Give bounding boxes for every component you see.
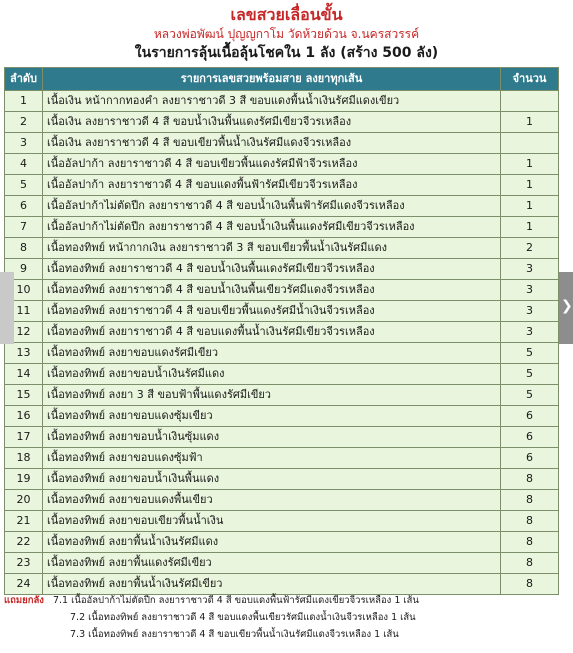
next-image-button[interactable]: [559, 272, 573, 344]
cell-qty: 8: [501, 469, 559, 490]
page-title: เลขสวยเลื่อนขั้น: [230, 5, 343, 24]
cell-no: 3: [5, 133, 43, 154]
cell-qty: 8: [501, 511, 559, 532]
table-row: [5, 133, 559, 154]
cell-desc: เนื้ออัลปาก้าไม่ตัดปีก ลงยาราชาวดี 4 สี ขอบน้ำเงินพื้นฟ้ารัศมีแดงจีวรเหลือง: [43, 196, 501, 217]
cell-desc: เนื้อเงิน ลงยาราชาวดี 4 สี ขอบเขียวพื้นน้ำเงินรัศมีแดงจีวรเหลือง: [43, 133, 501, 154]
table-row: [5, 238, 559, 259]
cell-desc: เนื้อทองทิพย์ ลงยาพื้นน้ำเงินรัศมีเขียว: [43, 574, 501, 595]
chevron-right-icon: ❯: [561, 298, 573, 314]
table-row: [5, 196, 559, 217]
cell-qty: 1: [501, 112, 559, 133]
table-row: [5, 469, 559, 490]
cell-desc: เนื้ออัลปาก้าไม่ตัดปีก ลงยาราชาวดี 4 สี ขอบน้ำเงินพื้นแดงรัศมีเขียวจีวรเหลือง: [43, 217, 501, 238]
table-row: [5, 301, 559, 322]
cell-desc: เนื้อทองทิพย์ ลงยาขอบเขียวพื้นน้ำเงิน: [43, 511, 501, 532]
cell-no: 19: [5, 469, 43, 490]
table-row: [5, 490, 559, 511]
cell-qty: 5: [501, 385, 559, 406]
bonus-line: [4, 592, 564, 609]
table-row: [5, 448, 559, 469]
cell-qty: 5: [501, 364, 559, 385]
cell-qty: 3: [501, 322, 559, 343]
cell-no: 15: [5, 385, 43, 406]
cell-desc: เนื้อทองทิพย์ ลงยาราชาวดี 4 สี ขอบน้ำเงินพื้นเขียวรัศมีแดงจีวรเหลือง: [43, 280, 501, 301]
cell-qty: 8: [501, 532, 559, 553]
cell-desc: เนื้อทองทิพย์ ลงยาขอบแดงซุ้มฟ้า: [43, 448, 501, 469]
cell-no: 18: [5, 448, 43, 469]
table-row: [5, 91, 559, 112]
column-header-no: ลำดับ: [5, 68, 43, 91]
table-header-row: [5, 68, 559, 91]
bonus-item: 7.1 เนื้ออัลปาก้าไม่ตัดปีก ลงยาราชาวดี 4 สี ขอบแดงพื้นฟ้ารัศมีแดงเขียวจีวรเหลือง 1 เส้น: [52, 595, 419, 606]
bonus-section: [4, 592, 564, 643]
cell-desc: เนื้อทองทิพย์ ลงยา 3 สี ขอบฟ้าพื้นแดงรัศมีเขียว: [43, 385, 501, 406]
bonus-item: 7.3 เนื้อทองทิพย์ ลงยาราชาวดี 4 สี ขอบเขียวพื้นน้ำเงินรัศมีแดงจีวรเหลือง 1 เส้น: [70, 629, 399, 640]
table-row: [5, 427, 559, 448]
bonus-label: แถมยกลัง: [4, 595, 44, 606]
cell-no: 8: [5, 238, 43, 259]
cell-no: 9: [5, 259, 43, 280]
bonus-line: [4, 626, 564, 643]
table-row: [5, 280, 559, 301]
cell-desc: เนื้อทองทิพย์ ลงยาพื้นน้ำเงินรัศมีแดง: [43, 532, 501, 553]
column-header-desc: รายการเลขสวยพร้อมสาย ลงยาทุกเส้น: [43, 68, 501, 91]
cell-no: 5: [5, 175, 43, 196]
cell-desc: เนื้อเงิน ลงยาราชาวดี 4 สี ขอบน้ำเงินพื้นแดงรัศมีเขียวจีวรเหลือง: [43, 112, 501, 133]
cell-qty: 2: [501, 238, 559, 259]
cell-desc: เนื้อเงิน หน้ากากทองคำ ลงยาราชาวดี 3 สี ขอบแดงพื้นน้ำเงินรัศมีแดงเขียว: [43, 91, 501, 112]
cell-no: 16: [5, 406, 43, 427]
cell-qty: 1: [501, 175, 559, 196]
table-container: [4, 67, 559, 595]
table-row: [5, 343, 559, 364]
cell-no: 12: [5, 322, 43, 343]
table-row: [5, 532, 559, 553]
table-row: [5, 112, 559, 133]
bonus-line: [4, 609, 564, 626]
cell-no: 1: [5, 91, 43, 112]
cell-desc: เนื้อทองทิพย์ ลงยาขอบแดงรัศมีเขียว: [43, 343, 501, 364]
cell-qty: 8: [501, 490, 559, 511]
table-row: [5, 259, 559, 280]
cell-no: 22: [5, 532, 43, 553]
page-summary: ในรายการลุ้นเนื้อลุ้นโชคใน 1 ลัง (สร้าง 500 ลัง): [134, 45, 439, 61]
table-row: [5, 511, 559, 532]
cell-no: 11: [5, 301, 43, 322]
cell-qty: 8: [501, 574, 559, 595]
prev-image-button[interactable]: [0, 272, 14, 344]
cell-desc: เนื้ออัลปาก้า ลงยาราชาวดี 4 สี ขอบเขียวพื้นแดงรัศมีฟ้าจีวรเหลือง: [43, 154, 501, 175]
cell-qty: 5: [501, 343, 559, 364]
cell-no: 2: [5, 112, 43, 133]
cell-desc: เนื้ออัลปาก้า ลงยาราชาวดี 4 สี ขอบแดงพื้นฟ้ารัศมีเขียวจีวรเหลือง: [43, 175, 501, 196]
table-row: [5, 406, 559, 427]
cell-qty: 6: [501, 406, 559, 427]
table-row: [5, 385, 559, 406]
cell-no: 23: [5, 553, 43, 574]
cell-desc: เนื้อทองทิพย์ ลงยาราชาวดี 4 สี ขอบแดงพื้นน้ำเงินรัศมีเขียวจีวรเหลือง: [43, 322, 501, 343]
cell-qty: 3: [501, 259, 559, 280]
cell-desc: เนื้อทองทิพย์ ลงยาขอบแดงซุ้มเขียว: [43, 406, 501, 427]
cell-no: 6: [5, 196, 43, 217]
table-row: [5, 364, 559, 385]
cell-no: 21: [5, 511, 43, 532]
cell-qty: 6: [501, 448, 559, 469]
cell-no: 7: [5, 217, 43, 238]
table-row: [5, 322, 559, 343]
table-row: [5, 553, 559, 574]
cell-desc: เนื้อทองทิพย์ ลงยาราชาวดี 4 สี ขอบเขียวพื้นแดงรัศมีน้ำเงินจีวรเหลือง: [43, 301, 501, 322]
cell-qty: 8: [501, 553, 559, 574]
cell-qty: 6: [501, 427, 559, 448]
cell-no: 24: [5, 574, 43, 595]
cell-qty: [501, 133, 559, 154]
cell-qty: [501, 91, 559, 112]
cell-no: 13: [5, 343, 43, 364]
cell-no: 20: [5, 490, 43, 511]
cell-no: 10: [5, 280, 43, 301]
cell-qty: 3: [501, 301, 559, 322]
cell-desc: เนื้อทองทิพย์ ลงยาขอบน้ำเงินซุ้มแดง: [43, 427, 501, 448]
cell-desc: เนื้อทองทิพย์ ลงยาขอบน้ำเงินรัศมีแดง: [43, 364, 501, 385]
page-subtitle: หลวงพ่อพัฒน์ ปุญญกาโม วัดห้วยด้วน จ.นครสวรรค์: [153, 27, 420, 41]
cell-qty: 1: [501, 196, 559, 217]
cell-desc: เนื้อทองทิพย์ ลงยาขอบน้ำเงินพื้นแดง: [43, 469, 501, 490]
cell-desc: เนื้อทองทิพย์ ลงยาขอบแดงพื้นเขียว: [43, 490, 501, 511]
header: [0, 0, 573, 63]
cell-desc: เนื้อทองทิพย์ หน้ากากเงิน ลงยาราชาวดี 3 สี ขอบเขียวพื้นน้ำเงินรัศมีแดง: [43, 238, 501, 259]
item-table: [4, 67, 559, 595]
bonus-item: 7.2 เนื้อทองทิพย์ ลงยาราชาวดี 4 สี ขอบแดงพื้นเขียวรัศมีแดงน้ำเงินจีวรเหลือง 1 เส้น: [70, 612, 416, 623]
table-row: [5, 175, 559, 196]
column-header-qty: จำนวน: [501, 68, 559, 91]
cell-no: 4: [5, 154, 43, 175]
cell-qty: 1: [501, 217, 559, 238]
cell-no: 17: [5, 427, 43, 448]
cell-qty: 1: [501, 154, 559, 175]
cell-desc: เนื้อทองทิพย์ ลงยาราชาวดี 4 สี ขอบน้ำเงินพื้นแดงรัศมีเขียวจีวรเหลือง: [43, 259, 501, 280]
cell-no: 14: [5, 364, 43, 385]
table-row: [5, 217, 559, 238]
cell-desc: เนื้อทองทิพย์ ลงยาพื้นแดงรัศมีเขียว: [43, 553, 501, 574]
cell-qty: 3: [501, 280, 559, 301]
table-row: [5, 154, 559, 175]
